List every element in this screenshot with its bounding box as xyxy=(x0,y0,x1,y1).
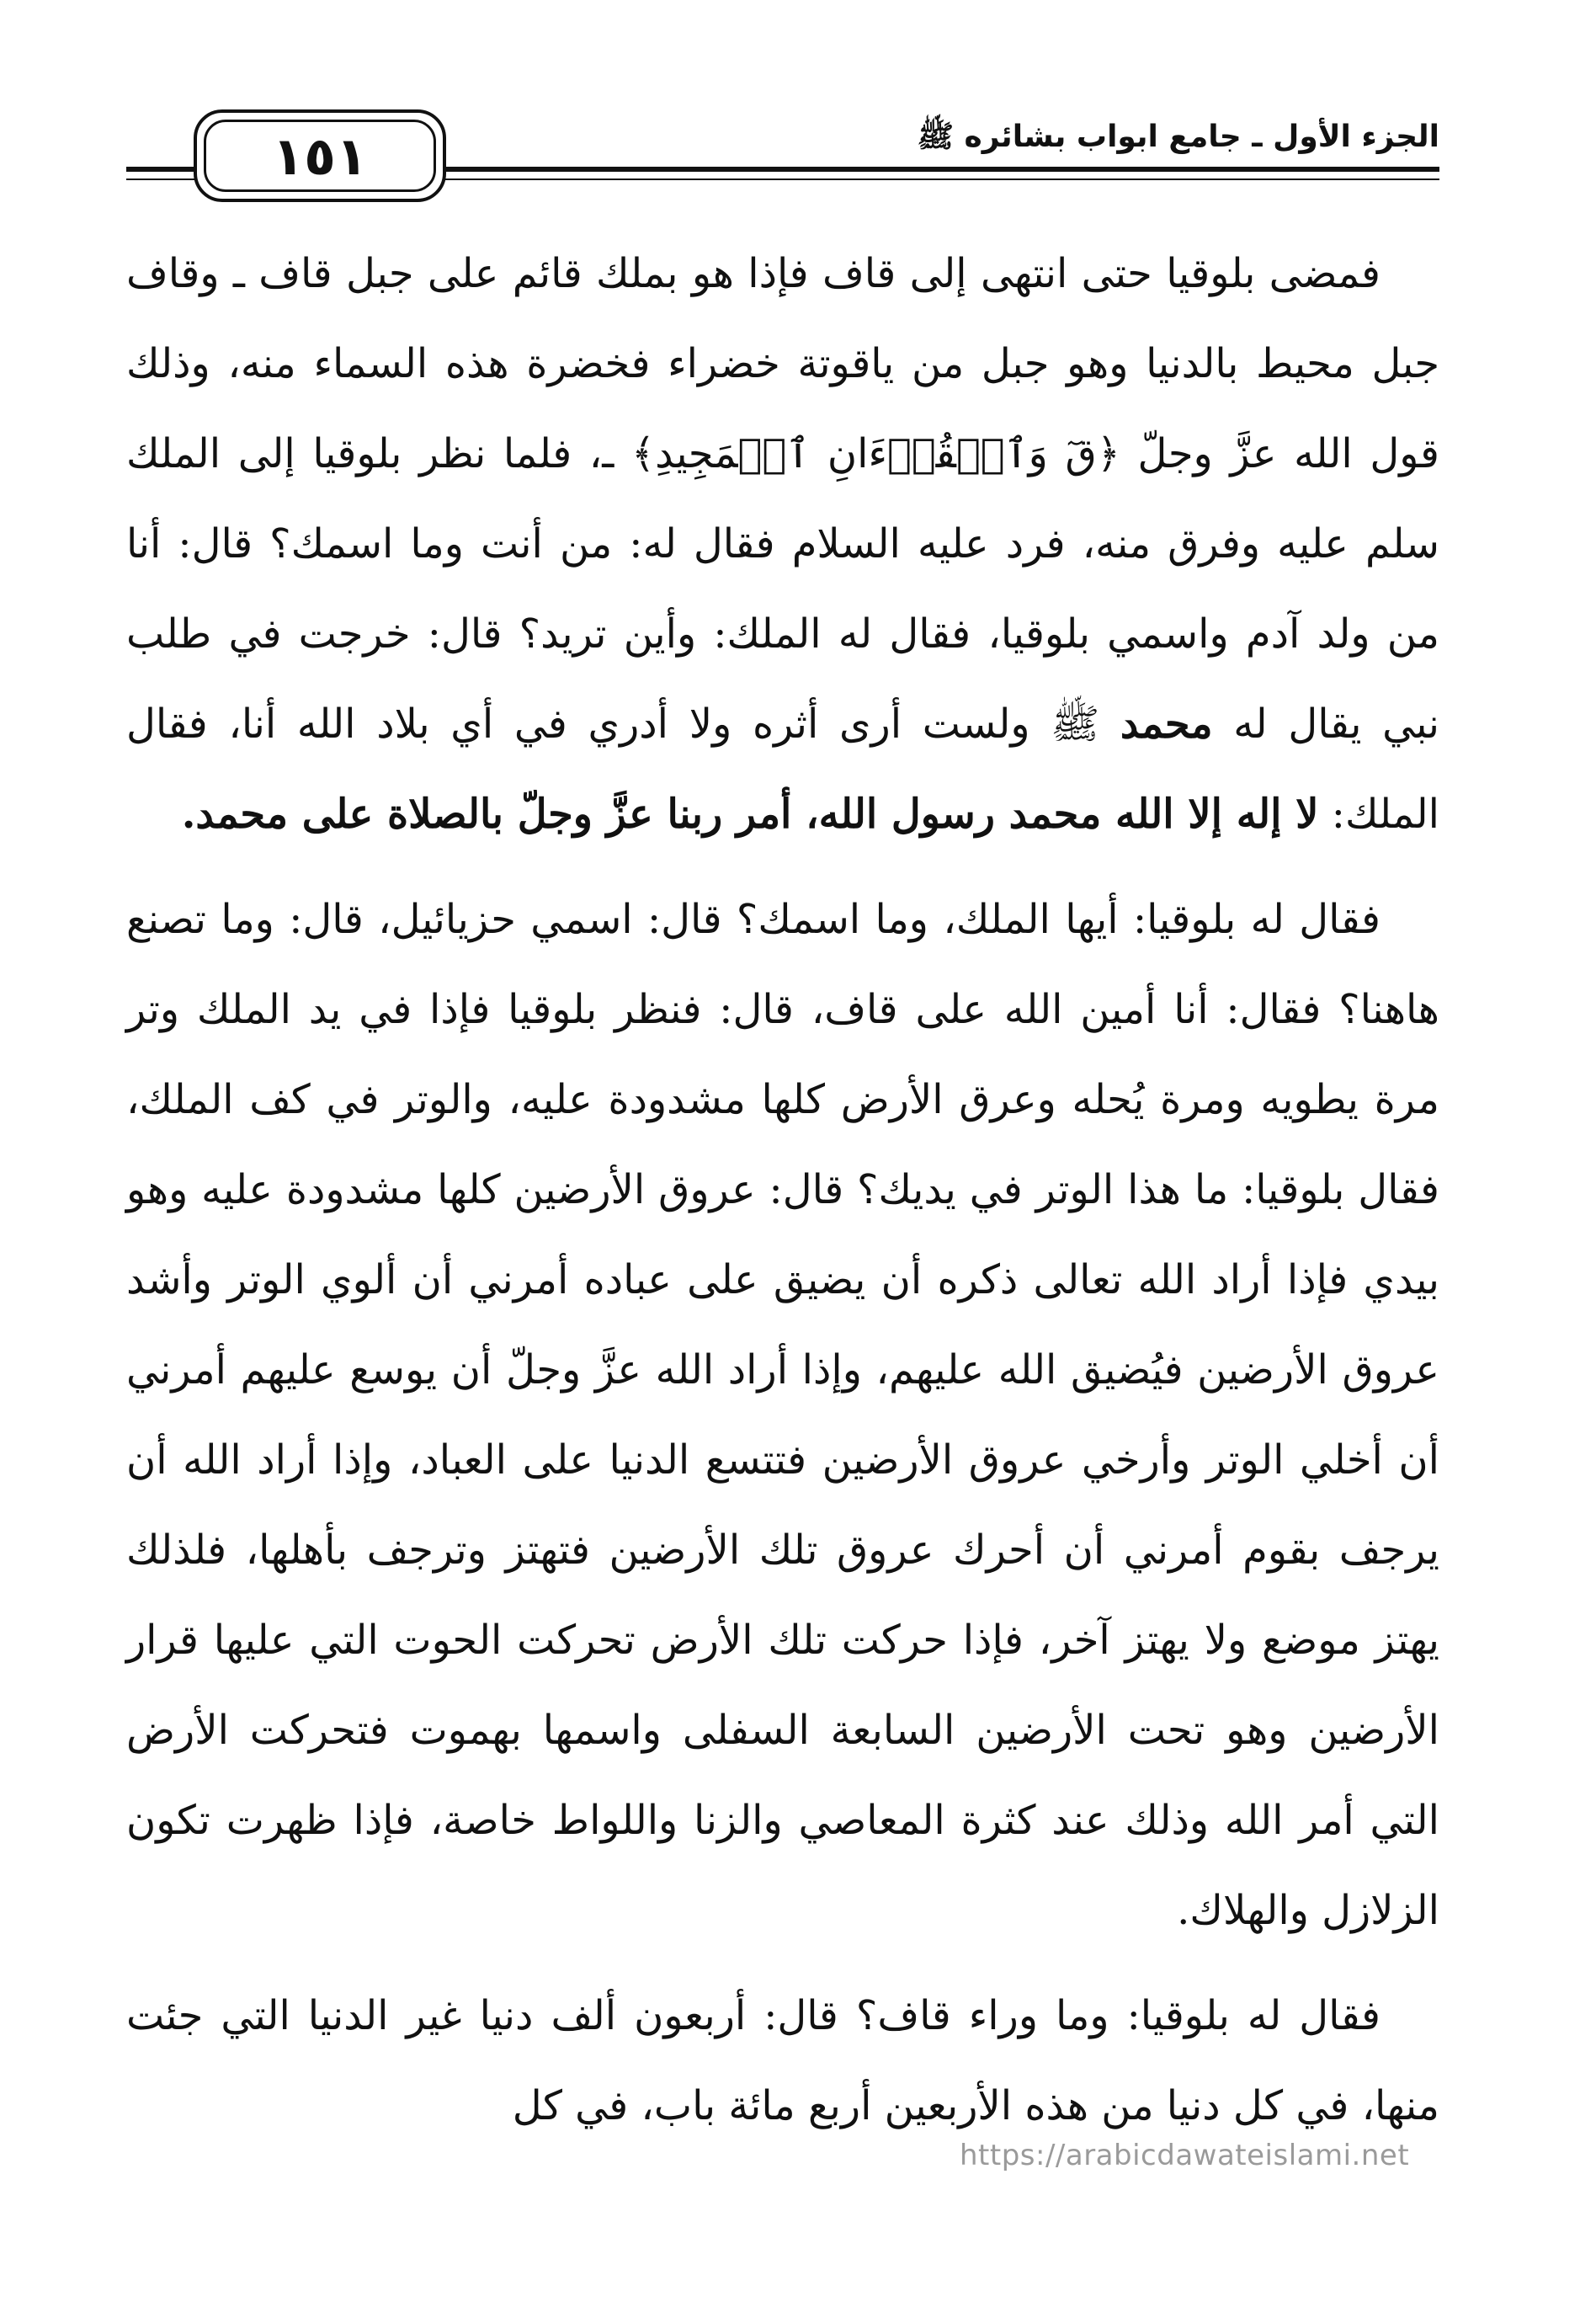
paragraph-1 xyxy=(126,229,1439,860)
text-segment: فقال له بلوقيا: وما وراء قاف؟ قال: أربعون ألف دنيا غير الدنيا التي جئت منها، في كل دنيا من هذه الأربعين أربع مائة باب، في كل xyxy=(126,1992,1439,2129)
page-number-frame xyxy=(194,109,446,202)
body-text xyxy=(126,229,1439,2151)
bold-segment-shahada: لا إله إلا الله محمد رسول الله، أمر ربنا عزَّ وجلّ بالصلاة على محمد. xyxy=(181,791,1319,838)
paragraph-2 xyxy=(126,875,1439,1956)
text-segment: ﷺ ولست أرى أثره ولا أدري في أي بلاد الله أنا، فقال الملك: xyxy=(126,701,1439,838)
bold-segment-muhammad: محمد xyxy=(1120,701,1213,748)
page-header xyxy=(126,93,1439,210)
running-title: الجزء الأول ـ جامع ابواب بشائره ﷺ xyxy=(902,118,1439,162)
text-segment: فقال له بلوقيا: أيها الملك، وما اسمك؟ قال: اسمي حزيائيل، قال: وما تصنع هاهنا؟ فقال: أنا أمين الله على قاف، قال: فنظر بلوقيا فإذا في يد الملك وتر مرة يطويه ومرة يُحله وعرق الأرض كلها مشدودة عليه، والوتر في كف الملك، فقال بلوقيا: ما هذا الوتر في يديك؟ قال: عروق الأرضين كلها مشدودة عليه وهو بيدي فإذا أراد الله تعالى ذكره أن يضيق على عباده أمرني أن ألوي الوتر وأشد عروق الأرضين فيُضيق الله عليهم، وإذا أراد الله عزَّ وجلّ أن يوسع عليهم أمرني أن أخلي الوتر وأرخي عروق الأرضين فتتسع الدنيا على العباد، وإذا أراد الله أن يرجف بقوم أمرني أن أحرك عروق تلك الأرضين فتهتز وترجف بأهلها، فلذلك يهتز موضع ولا يهتز آخر، فإذا حركت تلك الأرض تحركت الحوت التي عليها قرار الأرضين وهو تحت الأرضين السابعة السفلى واسمها بهموت فتحركت الأرض التي أمر الله وذلك عند كثرة المعاصي والزنا واللواط خاصة، فإذا ظهرت تكون الزلازل والهلاك. xyxy=(126,896,1439,1934)
watermark-url: https://arabicdawateislami.net xyxy=(960,2139,1410,2172)
text-segment: فمضى بلوقيا حتى انتهى إلى قاف فإذا هو بملك قائم على جبل قاف ـ وقاف جبل محيط بالدنيا وهو جبل من ياقوتة خضراء فخضرة هذه السماء منه، وذلك قول الله عزَّ وجلّ ﴿قٓ وَٱلۡقُرۡءَانِ ٱلۡمَجِيدِ﴾ ـ، فلما نظر بلوقيا إلى الملك سلم عليه وفرق منه، فرد عليه السلام فقال له: من أنت وما اسمك؟ قال: أنا من ولد آدم واسمي بلوقيا، فقال له الملك: وأين تريد؟ قال: خرجت في طلب نبي يقال له xyxy=(126,250,1440,748)
paragraph-3 xyxy=(126,1971,1439,2151)
page-number: ١٥١ xyxy=(204,120,436,192)
